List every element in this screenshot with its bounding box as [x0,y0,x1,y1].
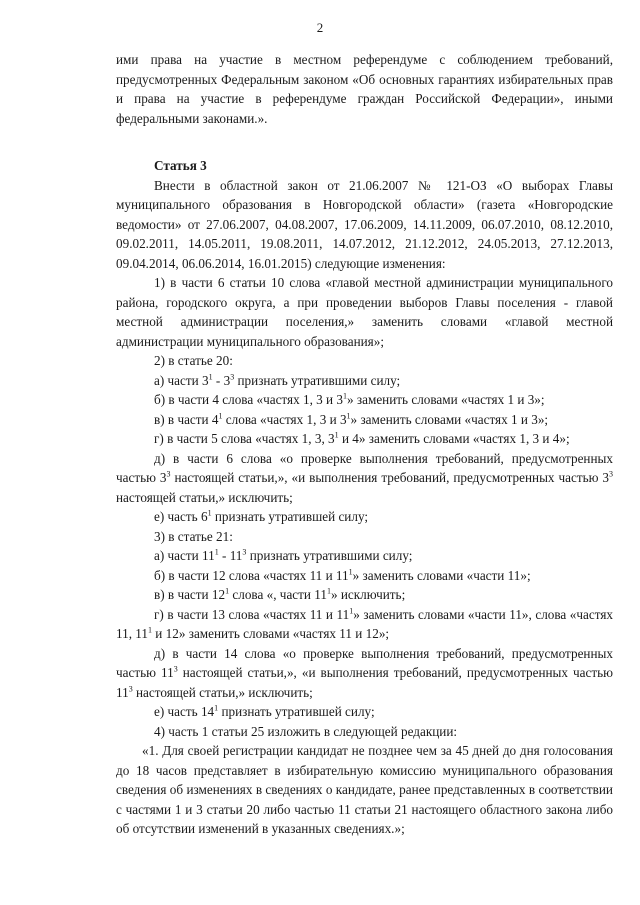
article-intro: Внести в областной закон от 21.06.2007 № 121-ОЗ «О выборах Главы муниципального образования в Новгородской области» (газета «Новгородские ведомости» от 27.06.2007, 04.08.2007, 17.06.2009, 14.11.2009, 06.07.2010, 08.12.2010, 09.02.2011, 14.05.2011, 19.08.2011, 14.07.2012, 21.12.2012, 24.05.2013, 27.12.2013, 09.04.2014, 06.06.2014, 16.01.2015) следующие изменения: [116,177,613,271]
item-3b: б) в части 12 слова «частях 11 и $11^1$» заменить словами «части 11»; [154,567,531,583]
item-4: 4) часть 1 статьи 25 изложить в следующей редакции: [154,723,458,739]
document-body [116,50,613,839]
item-2a: а) части $3^1 - 3^3$ признать утратившими силу; [154,372,401,388]
intro-paragraph: ими права на участие в местном референдуме с соблюдением требований, предусмотренных Федеральным законом «Об основных гарантиях избирательных прав и права на участие в референдуме граждан Российской Федерации», иными федеральными законами.». [116,52,613,126]
article-heading: Статья 3 [154,158,207,173]
item-3d: г) в части 13 слова «частях 11 и $11^1$» заменить словами «части 11», слова «частях 11, $11^1$ и 12» заменить словами «частях 11 и 12»; [116,606,613,641]
item-3f: е) часть $14^1$ признать утратившей силу; [154,703,375,719]
item-1: 1) в части 6 статьи 10 слова «главой местной администрации муниципального района, городского округа, а при проведении выборов Главы поселения - главой местной администрации поселения,» заменить словами «главой местной администрации муниципального образования»; [116,275,613,349]
item-2f: е) часть $6^1$ признать утратившей силу; [154,508,369,524]
item-2e: д) в части 6 слова «о проверке выполнения требований, предусмотренных частью $3^3$ настоящей статьи,», «и выполнения требований, предусмотренных частью $3^3$ настоящей статьи,» исключить; [116,450,613,505]
item-3c: в) в части $12^1$ слова «, части $11^1$» исключить; [154,586,406,602]
item-2c: в) в части $4^1$ слова «частях 1, 3 и $3^1$» заменить словами «частях 1 и 3»; [154,411,549,427]
item-2: 2) в статье 20: [154,353,233,368]
item-3e: д) в части 14 слова «о проверке выполнения требований, предусмотренных частью $11^3$ настоящей статьи,», «и выполнения требований, предусмотренных частью $11^3$ настоящей статьи,» исключить; [116,645,613,700]
item-3a: а) части $11^1 - 11^3$ признать утратившими силу; [154,547,413,563]
item-2b: б) в части 4 слова «частях 1, 3 и $3^1$» заменить словами «частях 1 и 3»; [154,391,545,407]
quoted-text: «1. Для своей регистрации кандидат не позднее чем за 45 дней до дня голосования до 18 часов представляет в избирательную комиссию муниципального образования сведения об изменениях в сведениях о кандидате, ранее представленных в соответствии с частями 1 и 3 статьи 20 либо частью 11 статьи 21 настоящего областного закона либо об отсутствии изменений в указанных сведениях.»; [116,743,613,836]
item-3: 3) в статье 21: [154,528,233,544]
item-2d: г) в части 5 слова «частях 1, 3, $3^1$ и 4» заменить словами «частях 1, 3 и 4»; [154,430,570,446]
page-number: 2 [316,20,324,35]
